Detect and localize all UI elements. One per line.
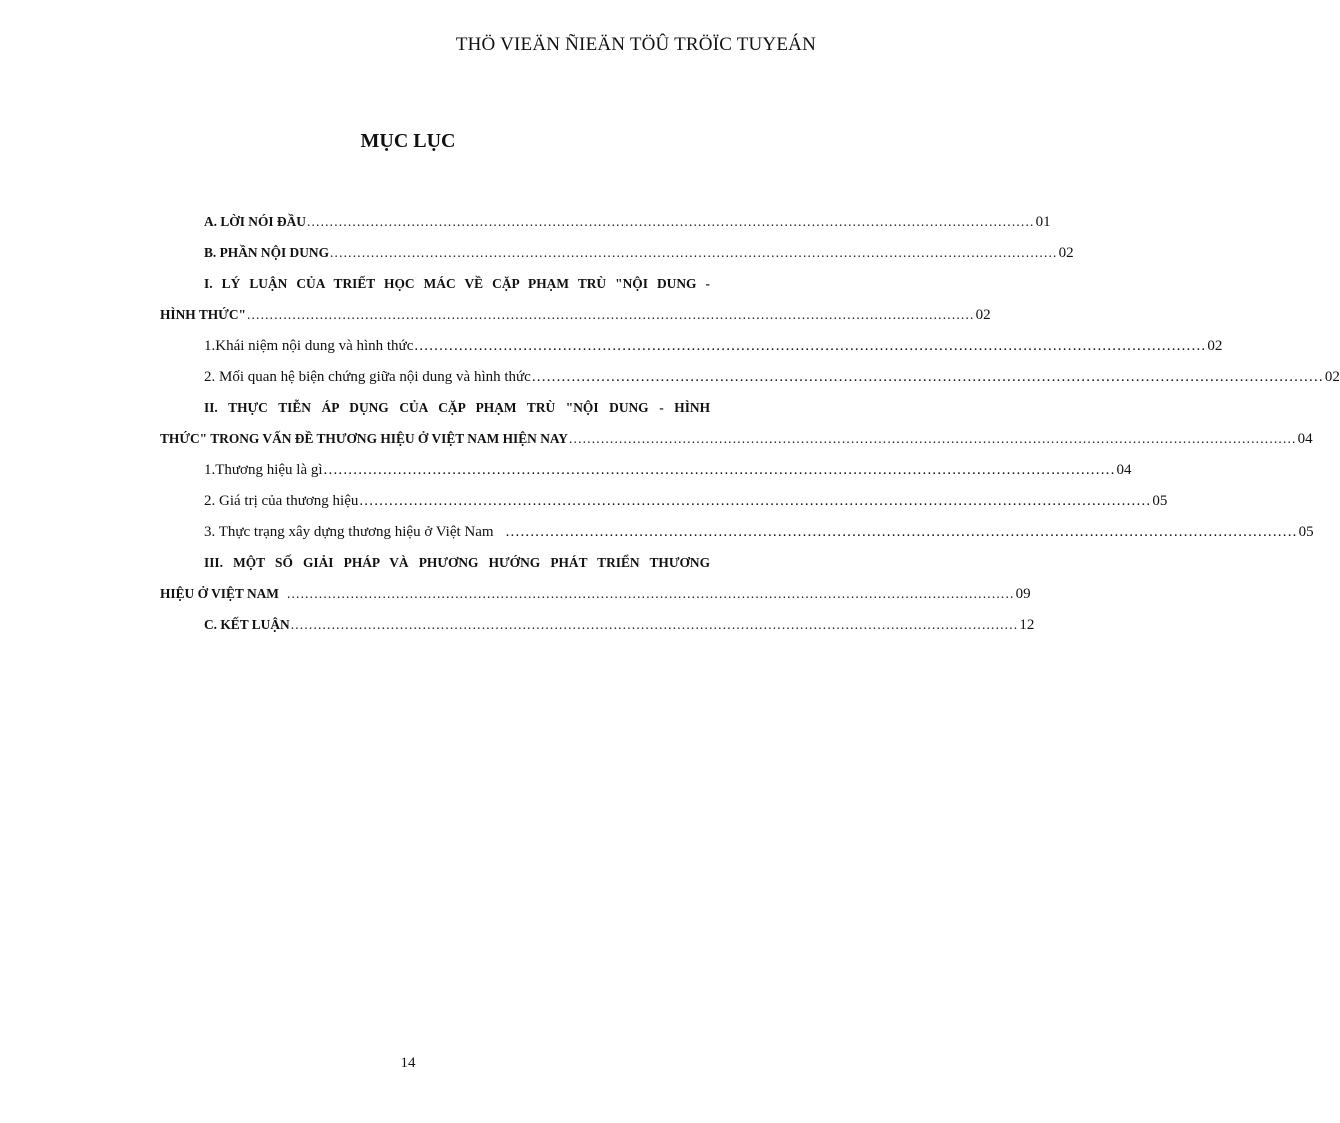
toc-entry-ly-luan-line1[interactable] — [160, 272, 710, 303]
running-header: THÖ VIEÄN ÑIEÄN TÖÛ TRÖÏC TUYEÁN — [455, 34, 816, 55]
toc-entry-label: 1.Thương hiệu là gì — [204, 462, 323, 478]
toc-entry-thuc-tien-line2[interactable] — [160, 427, 1313, 458]
toc-entry-khai-niem[interactable] — [160, 334, 1223, 365]
toc-entry-loi-noi-dau[interactable] — [160, 210, 1051, 241]
toc-entry-giai-phap-line1[interactable] — [160, 551, 710, 582]
toc-leader-dots: ................................................................................................................................................................ — [505, 524, 1298, 540]
toc-leader-dots: ................................................................................................................................................................ — [306, 214, 1035, 229]
toc-entry-page: 05 — [1298, 524, 1314, 540]
toc-entry-thuc-trang[interactable] — [160, 520, 1314, 551]
page-title: MỤC LỤC — [360, 130, 456, 152]
toc-entry-label: 1.Khái niệm nội dung và hình thức — [204, 338, 414, 354]
toc-entry-label: C. KẾT LUẬN — [204, 617, 290, 632]
toc-entry-page: 01 — [1035, 214, 1051, 230]
toc-entry-label: 3. Thực trạng xây dựng thương hiệu ở Việt Nam — [204, 524, 494, 540]
toc-leader-dots: ................................................................................................................................................................ — [290, 617, 1019, 632]
toc-entry-label: THỨC" TRONG VẤN ĐỀ THƯƠNG HIỆU Ở VIỆT NAM HIỆN NAY — [160, 431, 568, 446]
toc-entry-giai-phap-line2[interactable] — [160, 582, 1031, 613]
table-of-contents — [160, 210, 1340, 644]
toc-entry-page: 04 — [1116, 462, 1132, 478]
toc-entry-page: 02 — [975, 307, 991, 323]
toc-entry-thuc-tien-line1[interactable] — [160, 396, 710, 427]
toc-entry-gia-tri[interactable] — [160, 489, 1168, 520]
toc-leader-dots: ................................................................................................................................................................ — [359, 493, 1152, 509]
toc-leader-dots: ................................................................................................................................................................ — [414, 338, 1207, 354]
toc-entry-page: 02 — [1324, 369, 1340, 385]
toc-leader-dots: ................................................................................................................................................................ — [246, 307, 975, 322]
toc-entry-label: 2. Giá trị của thương hiệu — [204, 493, 359, 509]
toc-entry-thuong-hieu-la-gi[interactable] — [160, 458, 1132, 489]
toc-entry-moi-quan-he[interactable] — [160, 365, 1340, 396]
toc-entry-label: III. MỘT SỐ GIẢI PHÁP VÀ PHƯƠNG HƯỚNG PHÁT TRIỂN THƯƠNG — [204, 555, 710, 570]
toc-entry-label: B. PHẦN NỘI DUNG — [204, 245, 329, 260]
toc-entry-label: A. LỜI NÓI ĐẦU — [204, 214, 306, 229]
toc-entry-page: 02 — [1058, 245, 1074, 261]
toc-entry-page: 05 — [1152, 493, 1168, 509]
toc-entry-label: HÌNH THỨC" — [160, 307, 246, 322]
toc-entry-page: 04 — [1297, 431, 1313, 447]
toc-entry-ket-luan[interactable] — [160, 613, 1035, 644]
page-number: 14 — [400, 1055, 416, 1071]
toc-leader-dots: ................................................................................................................................................................ — [329, 245, 1058, 260]
toc-leader-dots: ................................................................................................................................................................ — [286, 586, 1015, 601]
toc-leader-dots: ................................................................................................................................................................ — [531, 369, 1324, 385]
toc-entry-label: HIỆU Ở VIỆT NAM — [160, 586, 279, 601]
toc-entry-phan-noi-dung[interactable] — [160, 241, 1074, 272]
toc-entry-page: 09 — [1015, 586, 1031, 602]
toc-entry-ly-luan-line2[interactable] — [160, 303, 991, 334]
toc-entry-page: 02 — [1207, 338, 1223, 354]
toc-leader-dots: ................................................................................................................................................................ — [568, 431, 1297, 446]
toc-entry-page: 12 — [1019, 617, 1035, 633]
toc-leader-dots: ................................................................................................................................................................ — [323, 462, 1116, 478]
toc-entry-label: 2. Mối quan hệ biện chứng giữa nội dung và hình thức — [204, 369, 531, 385]
toc-entry-label: I. LÝ LUẬN CỦA TRIẾT HỌC MÁC VỀ CẶP PHẠM TRÙ "NỘI DUNG - — [204, 276, 710, 291]
toc-entry-label: II. THỰC TIỄN ÁP DỤNG CỦA CẶP PHẠM TRÙ "NỘI DUNG - HÌNH — [204, 400, 710, 415]
